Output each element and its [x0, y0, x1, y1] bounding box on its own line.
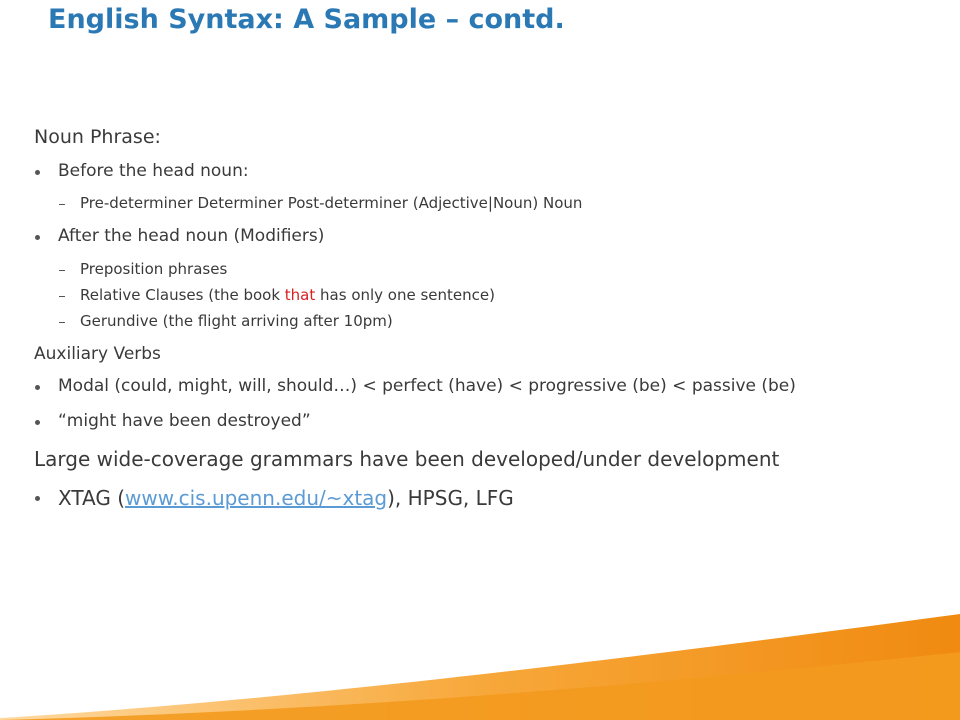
xtag-prefix: XTAG (: [58, 486, 126, 510]
relative-clause-suffix: has only one sentence): [315, 286, 495, 304]
preposition-phrases-item: Preposition phrases: [34, 260, 914, 278]
before-head-noun-bullet: Before the head noun:: [34, 162, 914, 181]
modal-order-bullet: Modal (could, might, will, should…) < perfect (have) < progressive (be) < passive (be): [34, 377, 914, 396]
predeterminer-rule: Pre-determiner Determiner Post-determiner (Adjective|Noun) Noun: [34, 194, 914, 212]
grammars-statement: Large wide-coverage grammars have been developed/under development: [34, 447, 780, 471]
example-phrase-bullet: “might have been destroyed”: [34, 412, 914, 431]
auxiliary-verbs-heading: Auxiliary Verbs: [34, 344, 161, 364]
noun-phrase-heading: Noun Phrase:: [34, 126, 161, 148]
slide-body: [34, 126, 914, 510]
orange-swoosh-decoration: [0, 590, 960, 720]
gerundive-item: Gerundive (the flight arriving after 10pm): [34, 312, 914, 330]
after-head-noun-bullet: After the head noun (Modifiers): [34, 227, 914, 246]
xtag-suffix: ), HPSG, LFG: [387, 486, 514, 510]
xtag-link[interactable]: www.cis.upenn.edu/~xtag: [125, 486, 388, 510]
highlighted-word: that: [284, 286, 316, 304]
xtag-bullet: [34, 486, 914, 510]
relative-clause-prefix: Relative Clauses (the book: [80, 286, 285, 304]
slide-title: English Syntax: A Sample – contd.: [48, 4, 565, 35]
relative-clauses-item: [34, 286, 914, 304]
